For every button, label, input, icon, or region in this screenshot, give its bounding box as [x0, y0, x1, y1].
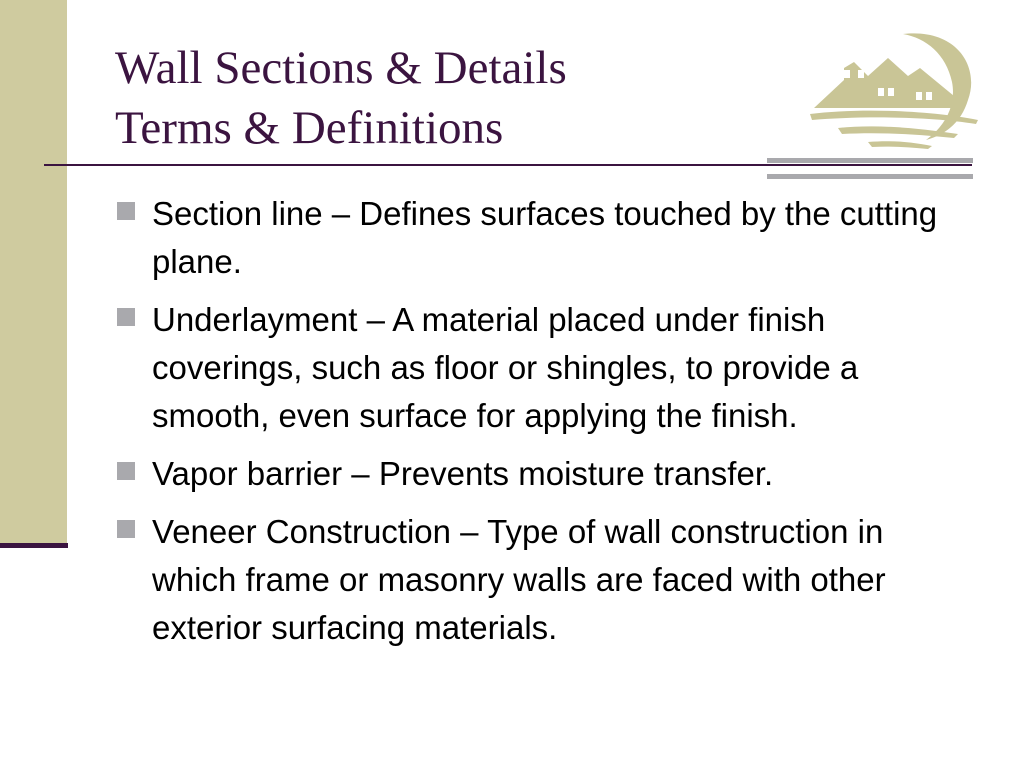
square-bullet-icon	[117, 308, 135, 326]
definition-item-underlayment	[116, 296, 966, 440]
definition-list	[116, 190, 966, 662]
square-bullet-icon	[117, 462, 135, 480]
decorative-bar-bottom	[767, 174, 973, 179]
left-accent-bar	[0, 0, 67, 546]
definition-text: Vapor barrier – Prevents moisture transfer.	[152, 455, 774, 492]
definition-item-veneer-construction	[116, 508, 966, 652]
slide-title	[115, 38, 567, 158]
square-bullet-icon	[117, 520, 135, 538]
slide-title-line-1: Wall Sections & Details	[115, 42, 567, 94]
left-accent-bar-cap	[0, 543, 68, 548]
title-divider	[44, 164, 972, 166]
decorative-bar-top	[767, 158, 973, 163]
definition-text: Veneer Construction – Type of wall construction in which frame or masonry walls are faced with other exterior surfacing materials.	[152, 513, 886, 646]
house-logo-icon	[808, 28, 984, 150]
definition-item-section-line	[116, 190, 966, 286]
slide-title-line-2: Terms & Definitions	[115, 102, 504, 154]
square-bullet-icon	[117, 202, 135, 220]
definition-item-vapor-barrier	[116, 450, 966, 498]
definition-text: Underlayment – A material placed under finish coverings, such as floor or shingles, to provide a smooth, even surface for applying the finish.	[152, 301, 859, 434]
definition-text: Section line – Defines surfaces touched by the cutting plane.	[152, 195, 938, 280]
